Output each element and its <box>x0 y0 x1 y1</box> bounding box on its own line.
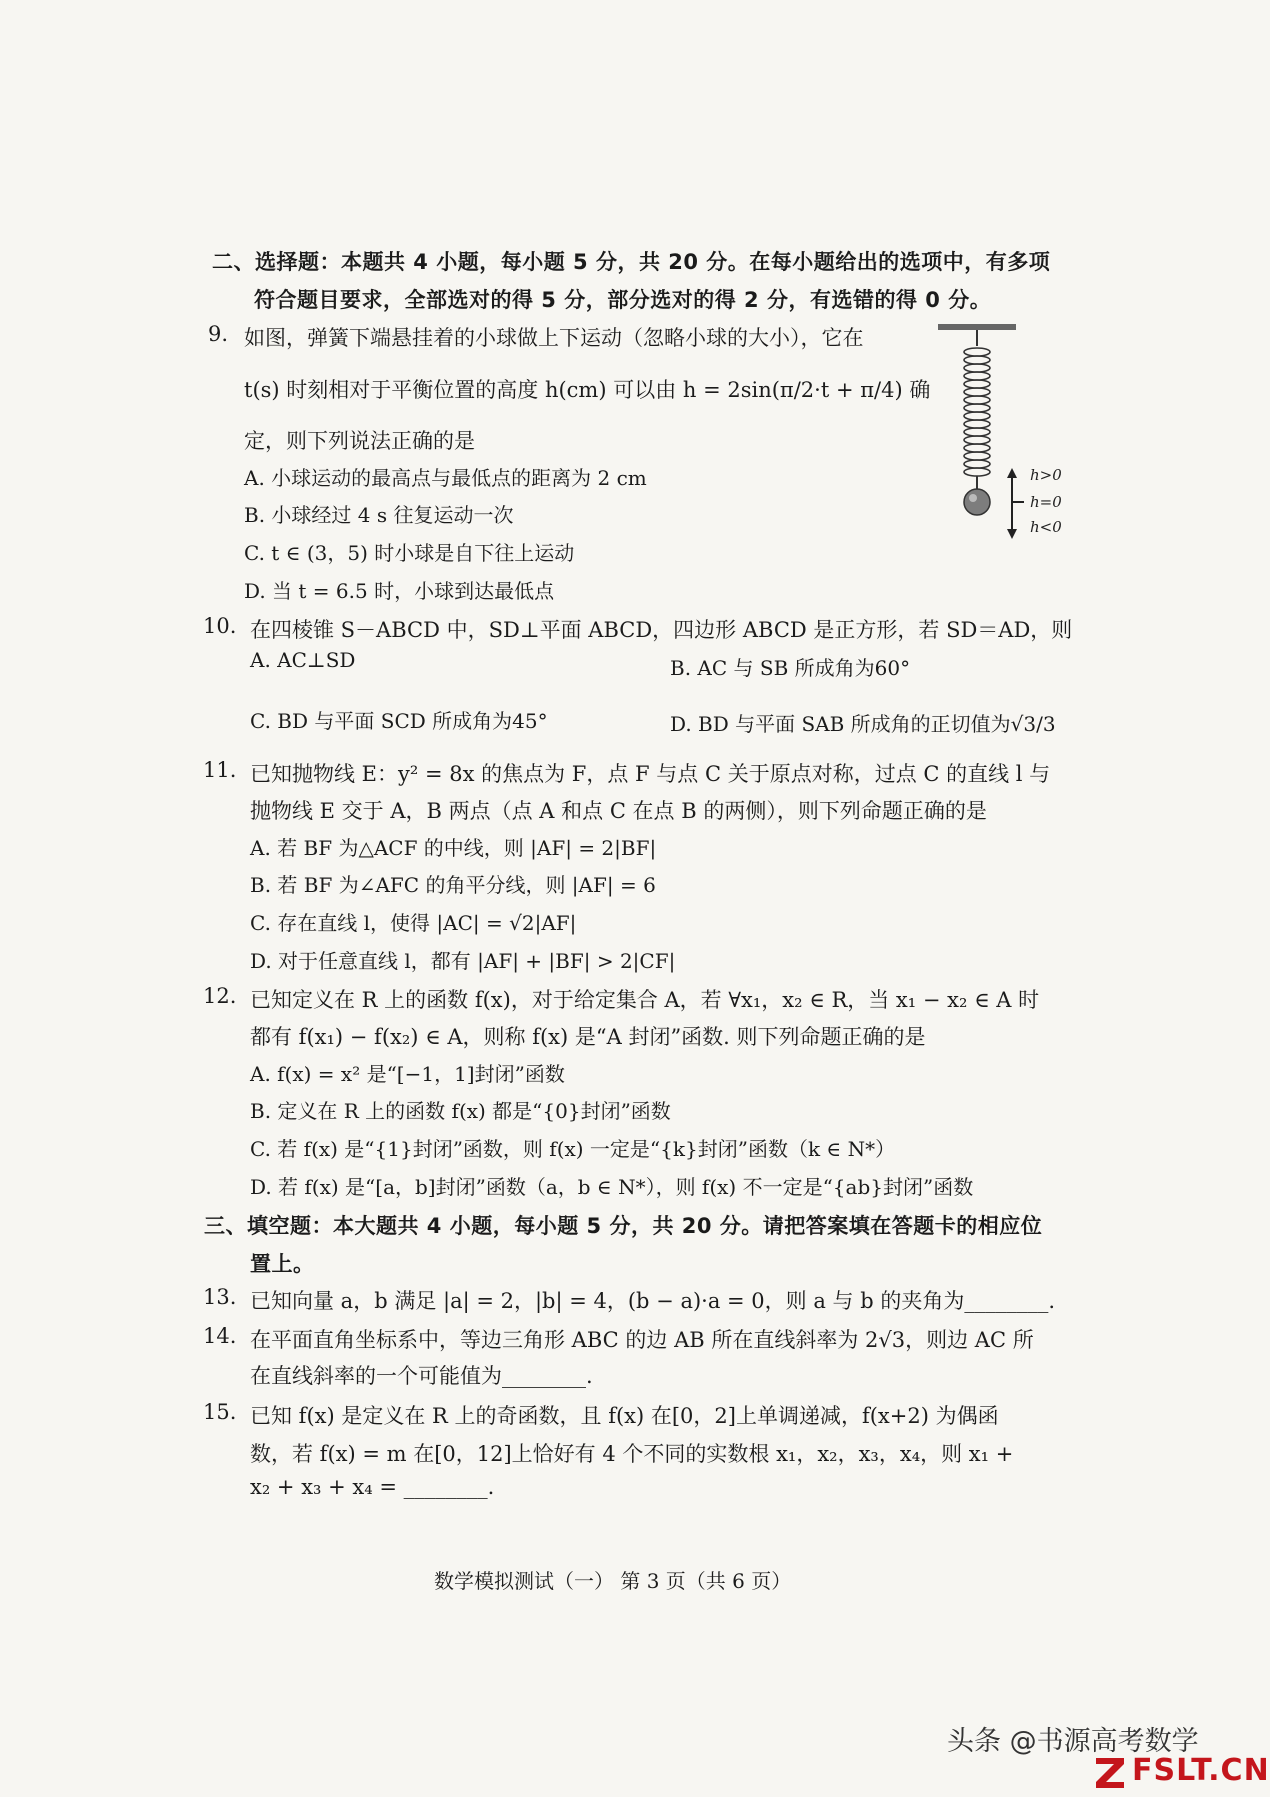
q9-option-b: B. 小球经过 4 s 往复运动一次 <box>244 503 514 527</box>
q12-option-d: D. 若 f(x) 是“[a，b]封闭”函数（a，b ∈ N*），则 f(x) 不一定是“{ab}封闭”函数 <box>250 1175 974 1199</box>
label-h-zero: h=0 <box>1030 493 1062 511</box>
q10-option-a: A. AC⊥SD <box>250 648 356 672</box>
q12-option-b: B. 定义在 R 上的函数 f(x) 都是“{0}封闭”函数 <box>250 1099 671 1123</box>
q12-number: 12. <box>203 984 237 1008</box>
q9-option-d: D. 当 t = 6.5 时，小球到达最低点 <box>244 579 555 603</box>
q9-number: 9. <box>208 322 229 346</box>
q12-option-c: C. 若 f(x) 是“{1}封闭”函数，则 f(x) 一定是“{k}封闭”函数（k ∈ N*） <box>250 1137 896 1161</box>
q11-stem-line1: 已知抛物线 E：y² = 8x 的焦点为 F，点 F 与点 C 关于原点对称，过点 C 的直线 l 与 <box>250 762 1051 786</box>
q13-number: 13. <box>203 1285 237 1309</box>
q10-option-b: B. AC 与 SB 所成角为60° <box>670 656 911 680</box>
q9-stem-line1: 如图，弹簧下端悬挂着的小球做上下运动（忽略小球的大小），它在 <box>244 326 864 350</box>
q11-option-a: A. 若 BF 为△ACF 的中线，则 |AF| = 2|BF| <box>250 836 657 860</box>
q12-stem-line1: 已知定义在 R 上的函数 f(x)，对于给定集合 A，若 ∀x₁，x₂ ∈ R，当 x₁ − x₂ ∈ A 时 <box>250 988 1040 1012</box>
q10-option-c: C. BD 与平面 SCD 所成角为45° <box>250 709 548 733</box>
arrow-up-icon <box>1007 468 1017 478</box>
q10-stem: 在四棱锥 S－ABCD 中，SD⊥平面 ABCD，四边形 ABCD 是正方形，若 SD＝AD，则 <box>250 618 1073 642</box>
q11-option-b: B. 若 BF 为∠AFC 的角平分线，则 |AF| = 6 <box>250 873 656 897</box>
label-h-positive: h>0 <box>1030 466 1062 484</box>
q13-stem: 已知向量 a，b 满足 |a| = 2，|b| = 4，(b − a)·a = 0，则 a 与 b 的夹角为________. <box>250 1289 1056 1313</box>
site-logo <box>1092 1752 1270 1792</box>
page-footer: 数学模拟测试（一） 第 3 页（共 6 页） <box>434 1569 792 1593</box>
q9-stem-line2: t(s) 时刻相对于平衡位置的高度 h(cm) 可以由 h = 2sin(π/2·t + π/4) 确 <box>244 378 931 402</box>
q15-number: 15. <box>203 1400 237 1424</box>
section-2-heading: 二、选择题：本题共 4 小题，每小题 5 分，共 20 分。在每小题给出的选项中，有多项 <box>212 250 1051 274</box>
q11-number: 11. <box>203 758 237 782</box>
ball <box>964 489 990 515</box>
q12-stem-line2: 都有 f(x₁) − f(x₂) ∈ A，则称 f(x) 是“A 封闭”函数. 则下列命题正确的是 <box>250 1025 926 1049</box>
q14-stem-line1: 在平面直角坐标系中，等边三角形 ABC 的边 AB 所在直线斜率为 2√3，则边 AC 所 <box>250 1328 1034 1352</box>
z-logo-icon <box>1092 1754 1128 1790</box>
q10-number: 10. <box>203 614 237 638</box>
q11-option-d: D. 对于任意直线 l，都有 |AF| + |BF| > 2|CF| <box>250 949 676 973</box>
spring-coil <box>964 348 990 476</box>
arrow-down-icon <box>1007 529 1017 539</box>
q14-number: 14. <box>203 1324 237 1348</box>
spring-figure <box>930 318 1080 548</box>
q12-option-a: A. f(x) = x² 是“[−1，1]封闭”函数 <box>250 1062 565 1086</box>
q11-stem-line2: 抛物线 E 交于 A，B 两点（点 A 和点 C 在点 B 的两侧），则下列命题正确的是 <box>250 799 987 823</box>
q9-stem-line3: 定，则下列说法正确的是 <box>244 429 475 453</box>
q9-option-c: C. t ∈ (3，5) 时小球是自下往上运动 <box>244 541 575 565</box>
q15-stem-line1: 已知 f(x) 是定义在 R 上的奇函数，且 f(x) 在[0，2]上单调递减，f(x+2) 为偶函 <box>250 1404 999 1428</box>
q14-stem-line2: 在直线斜率的一个可能值为________. <box>250 1364 593 1388</box>
label-h-negative: h<0 <box>1030 518 1062 536</box>
q10-option-d: D. BD 与平面 SAB 所成角的正切值为√3/3 <box>670 712 1056 736</box>
ceiling-bar <box>938 324 1016 330</box>
section-2-heading-cont: 符合题目要求，全部选对的得 5 分，部分选对的得 2 分，有选错的得 0 分。 <box>254 288 992 312</box>
section-3-heading-cont: 置上。 <box>250 1252 315 1276</box>
logo-text: FSLT.CN <box>1132 1753 1270 1788</box>
watermark: 头条 @书源高考数学 <box>947 1726 1199 1757</box>
q11-option-c: C. 存在直线 l，使得 |AC| = √2|AF| <box>250 911 577 935</box>
section-3-heading: 三、填空题：本大题共 4 小题，每小题 5 分，共 20 分。请把答案填在答题卡的相应位 <box>204 1214 1043 1238</box>
q9-option-a: A. 小球运动的最高点与最低点的距离为 2 cm <box>244 466 647 490</box>
q15-stem-line3: x₂ + x₃ + x₄ = ________. <box>250 1475 495 1499</box>
q15-stem-line2: 数，若 f(x) = m 在[0，12]上恰好有 4 个不同的实数根 x₁，x₂，x₃，x₄，则 x₁ + <box>250 1442 1014 1466</box>
